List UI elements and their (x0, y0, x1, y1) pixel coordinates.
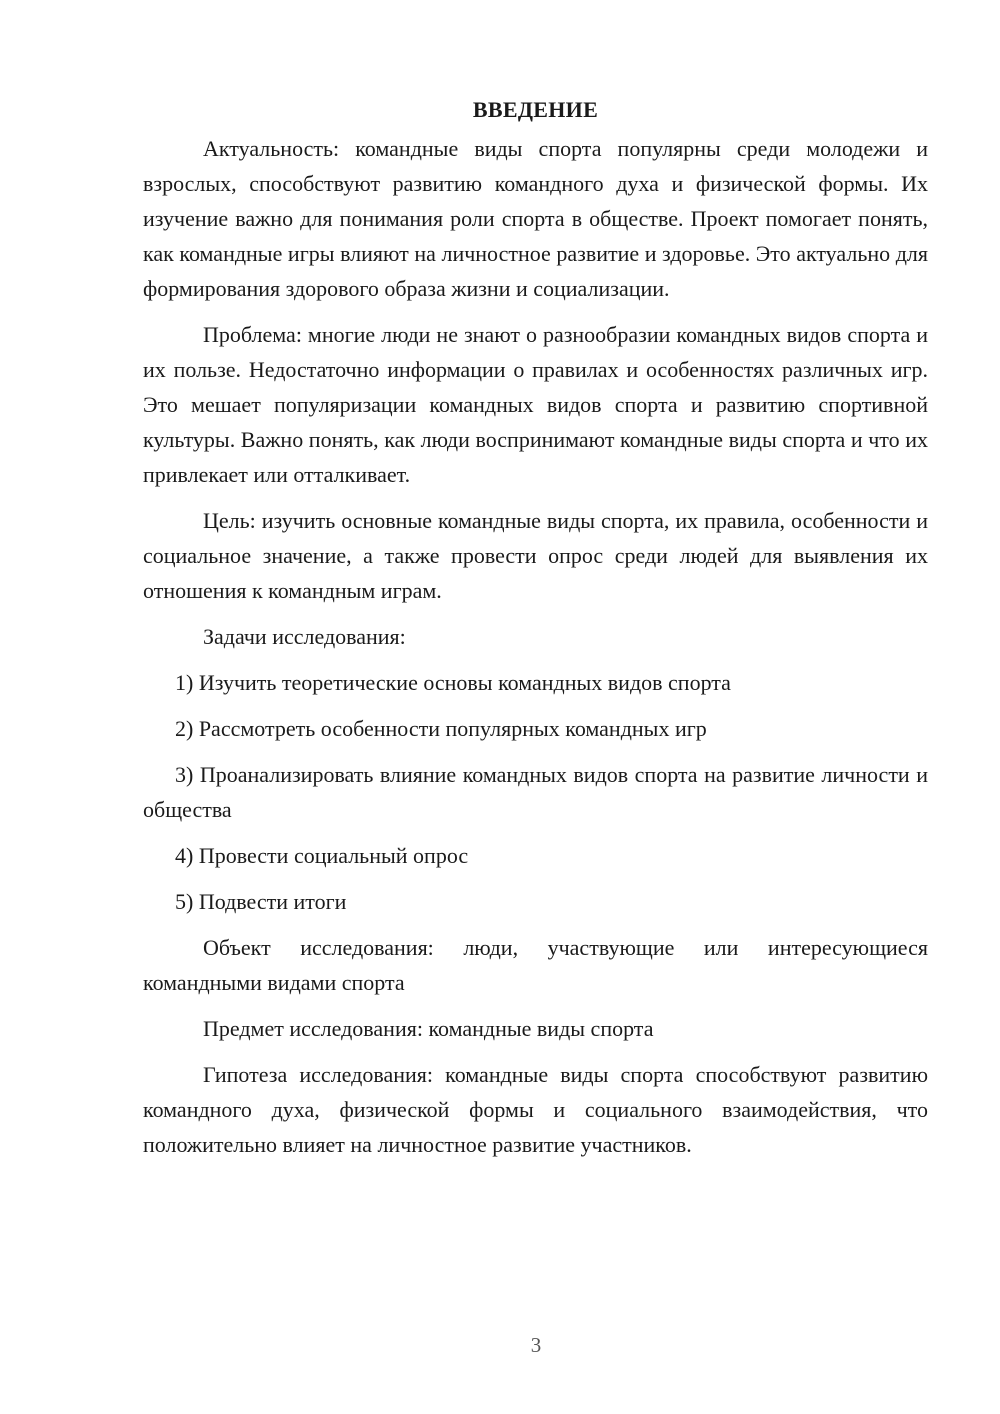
hypothesis-paragraph: Гипотеза исследования: командные виды спорта способствуют развитию командного духа, физической формы и социального взаимодействия, что положительно влияет на личностное развитие участников. (143, 1062, 928, 1157)
subject-paragraph: Предмет исследования: командные виды спорта (203, 1016, 654, 1041)
task-item: 1) Изучить теоретические основы командных видов спорта (175, 670, 731, 695)
task-item: 3) Проанализировать влияние командных видов спорта на развитие личности и общества (143, 762, 928, 822)
document-page (143, 92, 928, 1173)
tasks-intro: Задачи исследования: (203, 624, 406, 649)
section-heading: ВВЕДЕНИЕ (472, 97, 599, 122)
task-item: 2) Рассмотреть особенности популярных командных игр (175, 716, 707, 741)
problem-paragraph: Проблема: многие люди не знают о разнообразии командных видов спорта и их пользе. Недостаточно информации о правилах и особенностях различных игр. Это мешает популяризации командных видов спорта и развитию спортивной культуры. Важно понять, как люди воспринимают командные виды спорта и что их привлекает или отталкивает. (143, 322, 928, 487)
object-paragraph: Объект исследования: люди, участвующие или интересующиеся командными видами спорта (143, 935, 928, 995)
relevance-paragraph: Актуальность: командные виды спорта популярны среди молодежи и взрослых, способствуют развитию командного духа и физической формы. Их изучение важно для понимания роли спорта в обществе. Проект помогает понять, как командные игры влияют на личностное развитие и здоровье. Это актуально для формирования здорового образа жизни и социализации. (143, 136, 928, 301)
task-item: 4) Провести социальный опрос (175, 843, 469, 868)
page-number: 3 (530, 1333, 542, 1357)
task-item: 5) Подвести итоги (175, 889, 347, 914)
goal-paragraph: Цель: изучить основные командные виды спорта, их правила, особенности и социальное значение, а также провести опрос среди людей для выявления их отношения к командным играм. (143, 508, 928, 603)
